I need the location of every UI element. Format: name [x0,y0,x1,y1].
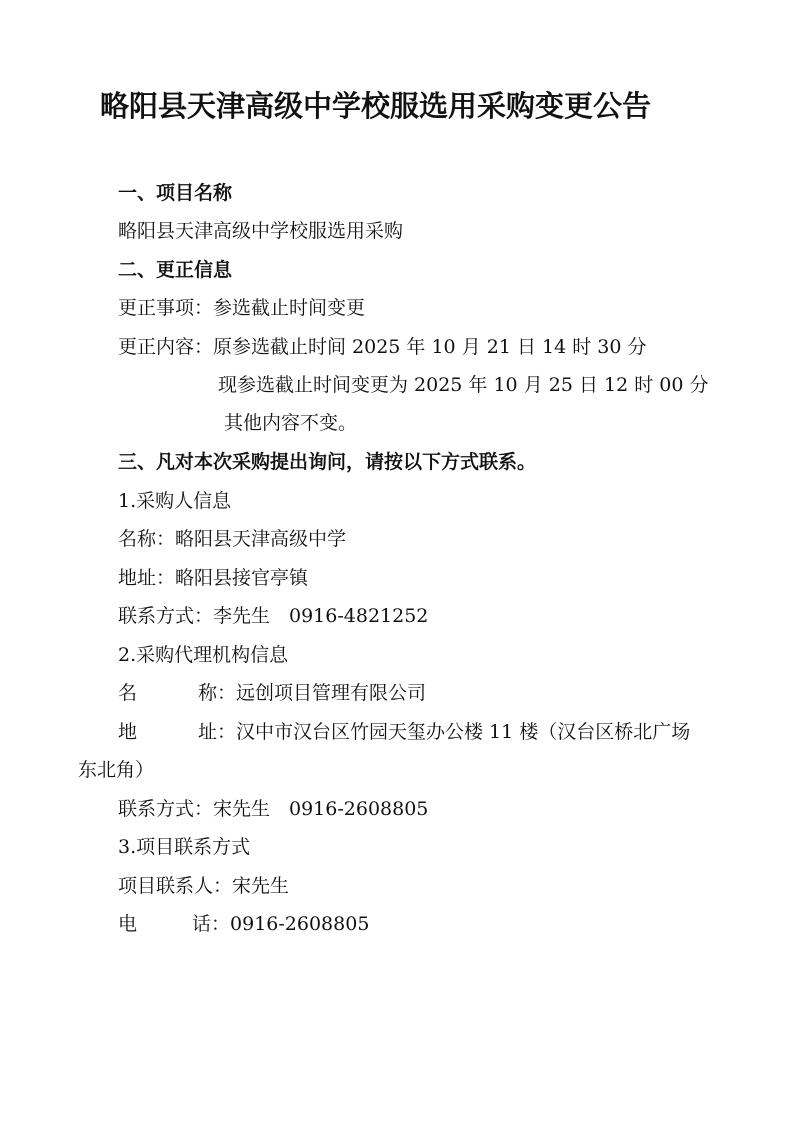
agency-address-label-2: 址： [198,721,237,743]
section2-heading: 二、更正信息 [118,259,233,281]
project-contact-heading: 3.项目联系方式 [118,836,251,858]
page-title: 略阳县天津高级中学校服选用采购变更公告 [100,89,652,123]
agency-name-label-2: 称： [198,682,237,704]
project-phone-label-2: 话： [192,913,231,935]
project-contact-person: 项目联系人：宋先生 [118,875,290,897]
project-phone [118,912,369,936]
purchaser-heading: 1.采购人信息 [118,490,232,512]
correction-content-other: 其他内容不变。 [224,412,358,434]
agency-name-value: 远创项目管理有限公司 [236,682,427,704]
project-name: 略阳县天津高级中学校服选用采购 [118,220,404,242]
agency-address-label-1: 地 [118,721,138,743]
purchaser-name: 名称：略阳县天津高级中学 [118,528,347,550]
purchaser-address: 地址：略阳县接官亭镇 [118,567,309,589]
correction-item: 更正事项：参选截止时间变更 [118,297,366,319]
agency-address-line2: 东北角） [78,759,155,781]
agency-address [118,720,690,744]
correction-content-new: 现参选截止时间变更为 2025 年 10 月 25 日 12 时 00 分 [218,374,709,396]
agency-contact: 联系方式：宋先生 0916-2608805 [118,798,429,820]
agency-address-value-line1: 汉中市汉台区竹园天玺办公楼 11 楼（汉台区桥北广场 [236,721,691,743]
project-phone-label-1: 电 [118,913,138,935]
agency-name-label-1: 名 [118,682,138,704]
section1-heading: 一、项目名称 [118,182,233,204]
purchaser-contact: 联系方式：李先生 0916-4821252 [118,605,429,627]
agency-heading: 2.采购代理机构信息 [118,644,289,666]
project-phone-value: 0916-2608805 [230,913,370,935]
correction-content-original: 更正内容：原参选截止时间 2025 年 10 月 21 日 14 时 30 分 [118,336,647,358]
section3-heading: 三、凡对本次采购提出询问，请按以下方式联系。 [118,451,537,473]
agency-name [118,681,426,705]
